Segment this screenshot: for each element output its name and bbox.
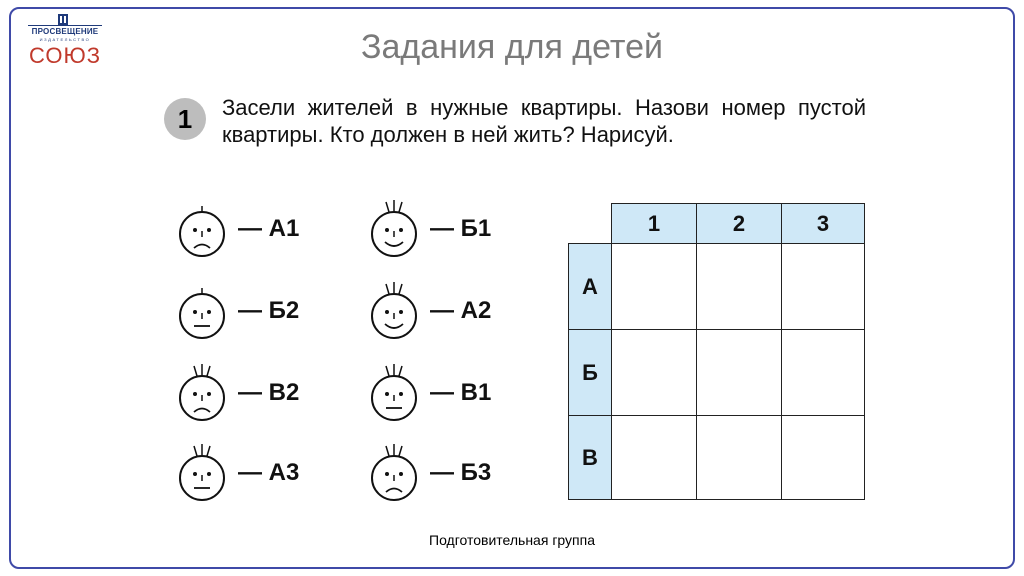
page-title: Задания для детей [360, 28, 664, 66]
apartment-cell [696, 329, 782, 416]
pair-label: — А3 [238, 459, 300, 486]
pair-item [366, 362, 491, 424]
apartment-cell [781, 243, 865, 330]
pair-label: — В2 [238, 379, 300, 406]
neutral-face-icon [174, 280, 230, 342]
sad-face-hair-icon [366, 442, 422, 504]
row-header: А [568, 243, 612, 330]
column-header: 1 [611, 203, 697, 244]
neutral-face-hair-icon [366, 362, 422, 424]
smiling-face-hair-icon [366, 280, 422, 342]
apartment-cell [781, 415, 865, 500]
pair-item [174, 198, 299, 260]
pair-label: — В1 [430, 379, 492, 406]
pair-item [366, 442, 491, 504]
pair-label: — Б1 [430, 215, 492, 242]
sad-face-hair-icon [174, 362, 230, 424]
pair-item [174, 362, 299, 424]
row-header: Б [568, 329, 612, 416]
pair-item [366, 198, 491, 260]
apartment-cell [696, 415, 782, 500]
pair-label: — Б2 [238, 297, 300, 324]
column-header: 3 [781, 203, 865, 244]
logo-publisher: ПРОСВЕЩЕНИЕ [31, 27, 99, 36]
neutral-face-hair-icon [174, 442, 230, 504]
apartment-cell [611, 329, 697, 416]
footer-caption: Подготовительная группа [429, 532, 595, 548]
column-header: 2 [696, 203, 782, 244]
logo-tagline: ИЗДАТЕЛЬСТВО [39, 37, 91, 42]
task-number-badge: 1 [164, 98, 206, 140]
task-text: Засели жителей в нужные квартиры. Назови номер пустой квартиры. Кто должен в ней жить? Нарисуй. [222, 95, 866, 147]
apartment-cell [696, 243, 782, 330]
logo-divider [28, 25, 102, 26]
pair-item [366, 280, 491, 342]
apartment-cell [611, 243, 697, 330]
sad-face-icon [174, 198, 230, 260]
pair-label: — Б3 [430, 459, 492, 486]
apartment-cell [781, 329, 865, 416]
logo-union: СОЮЗ [28, 43, 102, 68]
pair-label: — А1 [238, 215, 300, 242]
pair-label: — А2 [430, 297, 492, 324]
pair-item [174, 442, 299, 504]
pair-item [174, 280, 299, 342]
smiling-face-hair-icon [366, 198, 422, 260]
row-header: В [568, 415, 612, 500]
apartment-cell [611, 415, 697, 500]
